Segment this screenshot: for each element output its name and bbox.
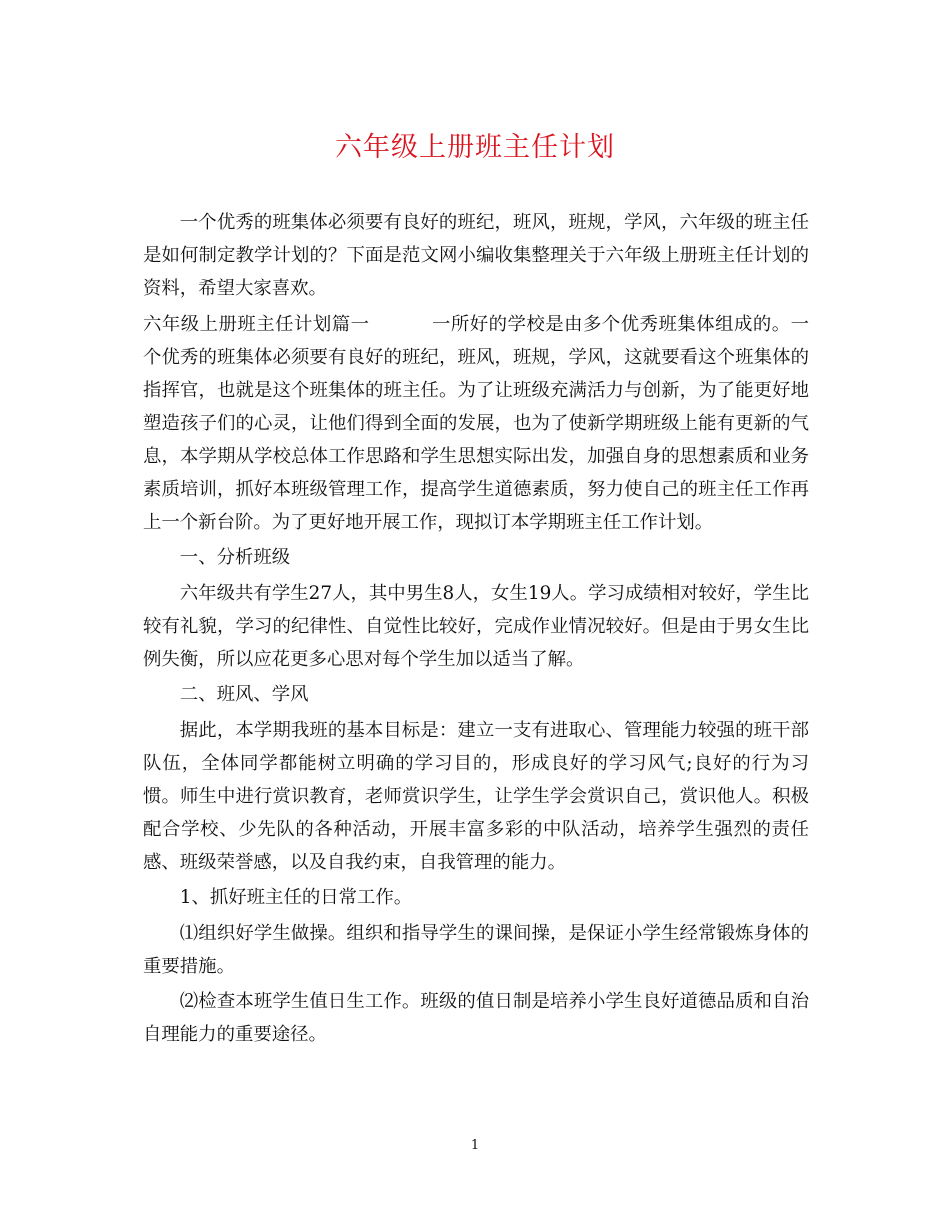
duty-paragraph: ⑵检查本班学生值日生工作。班级的值日制是培养小学生良好道德品质和自治自理能力的重要途径。 (143, 991, 809, 1045)
heading-analyze-class: 一、分析班级 (179, 547, 291, 568)
section-paragraph (143, 308, 809, 539)
heading-class-style: 二、班风、学风 (179, 684, 309, 705)
page-number: 1 (470, 1138, 480, 1153)
heading-daily-work: 1、抓好班主任的日常工作。 (179, 887, 413, 908)
section-body-text: 一所好的学校是由多个优秀班集体组成的。一个优秀的班集体必须要有良好的班纪，班风，班规，学风，这就要看这个班集体的指挥官，也就是这个班集体的班主任。为了让班级充满活力与创新，为了能更好地塑造孩子们的心灵，让他们得到全面的发展，也为了使新学期班级上能有更新的气息，本学期从学校总体工作思路和学生思想实际出发，加强自身的思想素质和业务素质培训，抓好本班级管理工作，提高学生道德素质，努力使自己的班主任工作再上一个新台阶。为了更好地开展工作，现拟订本学期班主任工作计划。 (143, 313, 809, 533)
goals-paragraph: 据此，本学期我班的基本目标是：建立一支有进取心、管理能力较强的班干部队伍，全体同学都能树立明确的学习目的，形成良好的学习风气;良好的行为习惯。师生中进行赏识教育，老师赏识学生，让学生学会赏识自己，赏识他人。积极配合学校、少先队的各种活动，开展丰富多彩的中队活动，培养学生强烈的责任感、班级荣誉感，以及自我约束，自我管理的能力。 (143, 719, 809, 873)
class-analysis-paragraph: 六年级共有学生27人，其中男生8人，女生19人。学习成绩相对较好，学生比较有礼貌，学习的纪律性、自觉性比较好，完成作业情况较好。但是由于男女生比例失衡，所以应花更多心思对每个学生加以适当了解。 (143, 582, 809, 670)
exercise-paragraph: ⑴组织好学生做操。组织和指导学生的课间操，是保证小学生经常锻炼身体的重要措施。 (143, 922, 809, 977)
document-body (143, 206, 809, 1054)
intro-paragraph: 一个优秀的班集体必须要有良好的班纪，班风，班规，学风，六年级的班主任是如何制定教学计划的？下面是范文网小编收集整理关于六年级上册班主任计划的资料，希望大家喜欢。 (143, 212, 809, 299)
section-heading: 六年级上册班主任计划篇一 (143, 313, 370, 335)
document-title: 六年级上册班主任计划 (335, 132, 615, 163)
